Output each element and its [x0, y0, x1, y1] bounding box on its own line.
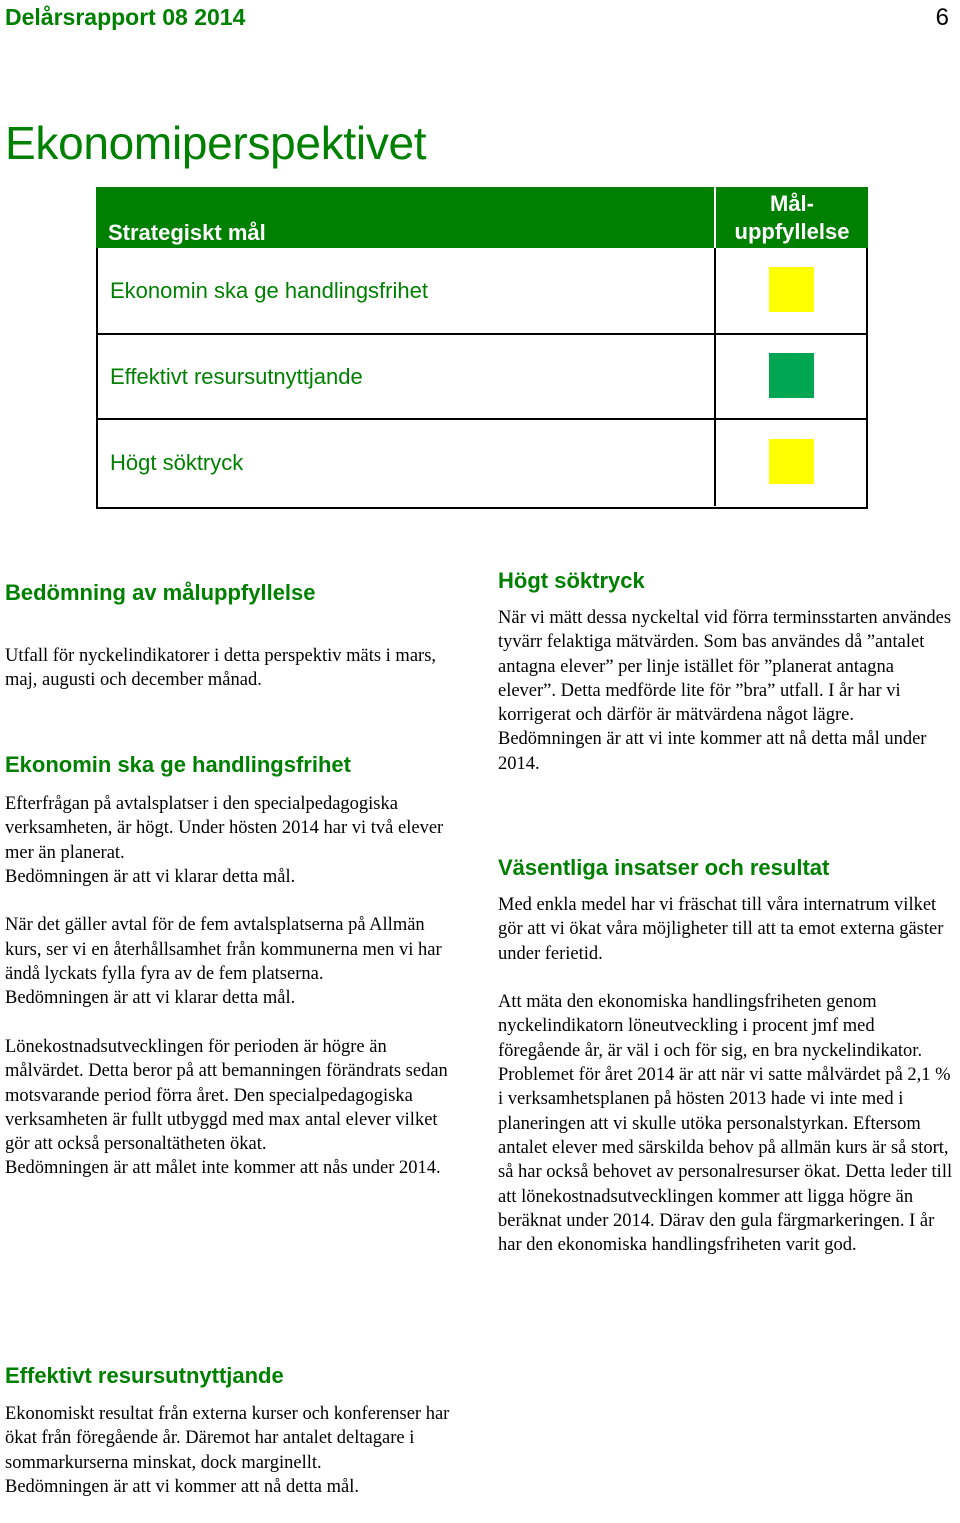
goal-label: Effektivt resursutnyttjande: [110, 364, 363, 389]
goal-row: [98, 420, 714, 506]
demand-assessment: Bedömningen är att vi inte kommer att nå detta mål under 2014.: [498, 729, 927, 774]
actions-paragraph-2: Att mäta den ekonomiska handlingsfriheten genom nyckelindikatorn löneutveckling i procent jmf med föregående år, är väl i och för sig, en bra nyckelindikator. Problemet för året 2014 är att när vi satte målvärdet på 2,1 % i verksamhetsplanen på hösten 2013 hade vi inte med i planeringen att vi skulle utöka personalstyrkan. Eftersom antalet elever med särskilda behov på allmän kurs är så stort, så har också behovet av personalresurser ökat. Detta leder till att lönekostnadsutvecklingen kommer att ligga högre än beräknat under 2014. Därav den gula färgmarkeringen. I år har den ekonomiska handlingsfriheten varit god.: [498, 992, 953, 1256]
report-title: Delårsrapport 08 2014: [5, 4, 246, 30]
economy-assessment-1: Bedömningen är att vi klarar detta mål.: [5, 866, 296, 887]
status-column-header-line2: uppfyllelse: [734, 219, 850, 244]
efficiency-assessment: Bedömningen är att vi kommer att nå detta mål.: [5, 1476, 359, 1497]
economy-paragraph-1: Efterfrågan på avtalsplatser i den specialpedagogiska verksamheten, är högt. Under hösten 2014 har vi två elever mer än planerat.: [5, 794, 444, 863]
report-header: [5, 4, 955, 32]
actions-paragraph-1: Med enkla medel har vi fräschat till våra internatrum vilket gör att vi ökat våra möjligheter till att ta emot externa gäster under ferietid.: [498, 895, 944, 964]
status-column-header-line1: Mål-: [770, 191, 814, 216]
economy-section: [5, 792, 460, 1181]
efficiency-heading: Effektivt resursutnyttjande: [5, 1363, 284, 1388]
goal-status-cell: [714, 248, 868, 334]
economy-assessment-3: Bedömningen är att målet inte kommer att nås under 2014.: [5, 1158, 441, 1179]
economy-paragraph-3: Lönekostnadsutvecklingen för perioden är högre än målvärdet. Detta beror på att bemanningen förändrats sedan motsvarande period förra året. Den specialpedagogiska verksamheten är fullt utbyggd med max antal elever vilket gör att också personaltätheten ökat.: [5, 1036, 448, 1155]
economy-heading: Ekonomin ska ge handlingsfrihet: [5, 752, 351, 777]
goal-row: [98, 248, 714, 334]
page-number: 6: [935, 4, 949, 31]
status-column-header: [714, 187, 868, 248]
goal-status-cell: [714, 420, 868, 506]
status-square-green: [769, 353, 814, 398]
efficiency-text: Ekonomiskt resultat från externa kurser och konferenser har ökat från föregående år. Däremot har antalet deltagare i sommarkurserna minskat, dock marginellt.: [5, 1404, 450, 1473]
demand-text: När vi mätt dessa nyckeltal vid förra terminsstarten användes tyvärr felaktiga mätvärden. Som bas användes då ”antalet antagna elever” per linje istället för ”planerat antagna elever”. Detta medförde lite för ”bra” utfall. I år har vi korrigerat och därför är mätvärdena något lägre.: [498, 608, 952, 726]
demand-heading: Högt söktryck: [498, 568, 645, 593]
goals-column-header: Strategiskt mål: [108, 220, 266, 245]
assessment-heading: Bedömning av måluppfyllelse: [5, 580, 316, 605]
goal-status-cell: [714, 334, 868, 420]
goal-label: Ekonomin ska ge handlingsfrihet: [110, 278, 428, 303]
goal-row: [98, 334, 714, 420]
goals-table-body: [96, 248, 868, 509]
goals-table-header: [96, 187, 868, 248]
status-square-yellow: [769, 267, 814, 312]
actions-section: [498, 893, 960, 1257]
economy-paragraph-2: När det gäller avtal för de fem avtalsplatserna på Allmän kurs, ser vi en återhållsamhet från kommunerna men vi har ändå lyckats fylla fyra av de fem platserna.: [5, 915, 442, 985]
assessment-text: Utfall för nyckelindikatorer i detta perspektiv mäts i mars, maj, augusti och december månad.: [5, 646, 437, 691]
actions-heading: Väsentliga insatser och resultat: [498, 855, 830, 880]
demand-section: [498, 606, 953, 776]
goal-label: Högt söktryck: [110, 450, 244, 475]
efficiency-section: [5, 1402, 460, 1499]
economy-assessment-2: Bedömningen är att vi klarar detta mål.: [5, 988, 296, 1009]
status-square-yellow: [769, 439, 814, 484]
goals-table: [96, 187, 868, 509]
page-title: Ekonomiperspektivet: [5, 117, 427, 169]
